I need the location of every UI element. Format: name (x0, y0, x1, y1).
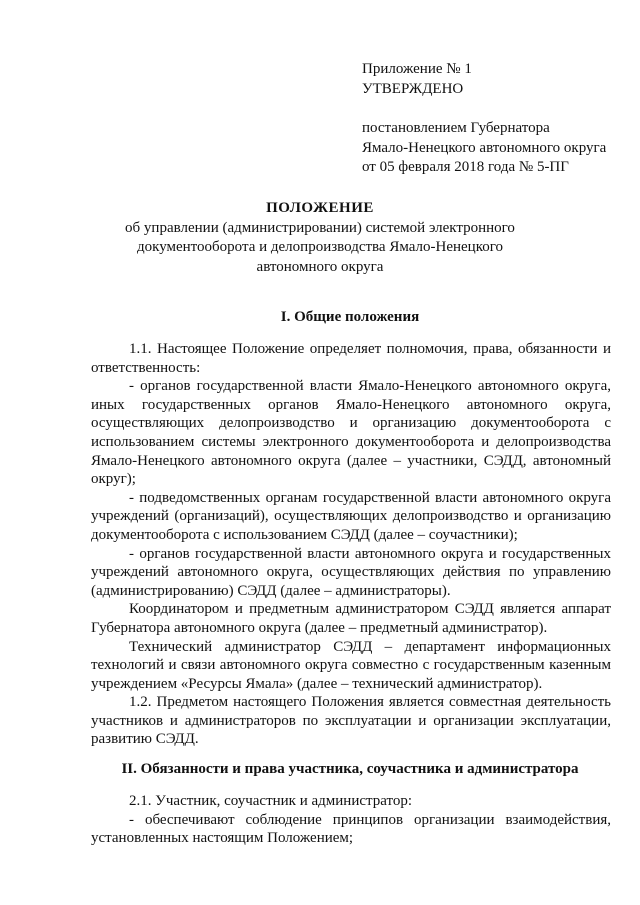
approved-label: УТВЕРЖДЕНО (362, 80, 464, 97)
document-subtitle-line: автономного округа (256, 258, 384, 275)
section-heading: II. Обязанности и права участника, соучастника и администратора (121, 761, 579, 777)
decree-line: постановлением Губернатора (362, 120, 550, 136)
document-subtitle-line: документооборота и делопроизводства Ямало-Ненецкого (136, 239, 503, 255)
section-heading: I. Общие положения (280, 309, 420, 325)
decree-date: от 05 февраля 2018 года № 5-ПГ (362, 159, 569, 175)
paragraph: - органов государственной власти Ямало-Ненецкого автономного округа, иных государственных органов Ямало-Ненецкого автономного округа, осуществляющих делопроизводство и организацию документооборота с использованием системы электронного документооборота и делопроизводства Ямало-Ненецкого автономного округа (далее – участники, СЭДД, автономный округ); (91, 378, 611, 488)
approval-stamp (362, 60, 622, 178)
paragraph: - подведомственных органам государственной власти автономного округа учреждений (организаций), осуществляющих делопроизводство и организацию документооборота с использованием СЭДД (далее – соучастники); (91, 489, 611, 543)
paragraph: 1.2. Предметом настоящего Положения является совместная деятельность участников и администраторов по эксплуатации и организации эксплуатации, развитию СЭДД. (91, 694, 611, 748)
paragraph: - обеспечивают соблюдение принципов организации взаимодействия, установленных настоящим Положением; (91, 811, 611, 847)
section-body (91, 792, 611, 848)
decree-line: Ямало-Ненецкого автономного округа (362, 139, 607, 156)
section-body (91, 340, 611, 749)
document-title: ПОЛОЖЕНИЕ (266, 200, 374, 216)
paragraph: - органов государственной власти автономного округа и государственных учреждений автономного округа, осуществляющих действия по управлению (администрированию) СЭДД (далее – администраторы). (91, 545, 611, 599)
document-subtitle-line: об управлении (администрировании) системой электронного (125, 219, 515, 236)
paragraph: Технический администратор СЭДД – департамент информационных технологий и связи автономного округа совместно с государственным казенным учреждением «Ресурсы Ямала» (далее – технический администратор). (91, 638, 611, 692)
paragraph: Координатором и предметным администратором СЭДД является аппарат Губернатора автономного округа (далее – предметный администратор). (91, 601, 611, 636)
paragraph: 1.1. Настоящее Положение определяет полномочия, права, обязанности и ответственность: (91, 341, 611, 376)
document-title-block (100, 199, 540, 277)
appendix-number: Приложение № 1 (362, 61, 472, 77)
paragraph: 2.1. Участник, соучастник и администратор: (129, 793, 413, 809)
